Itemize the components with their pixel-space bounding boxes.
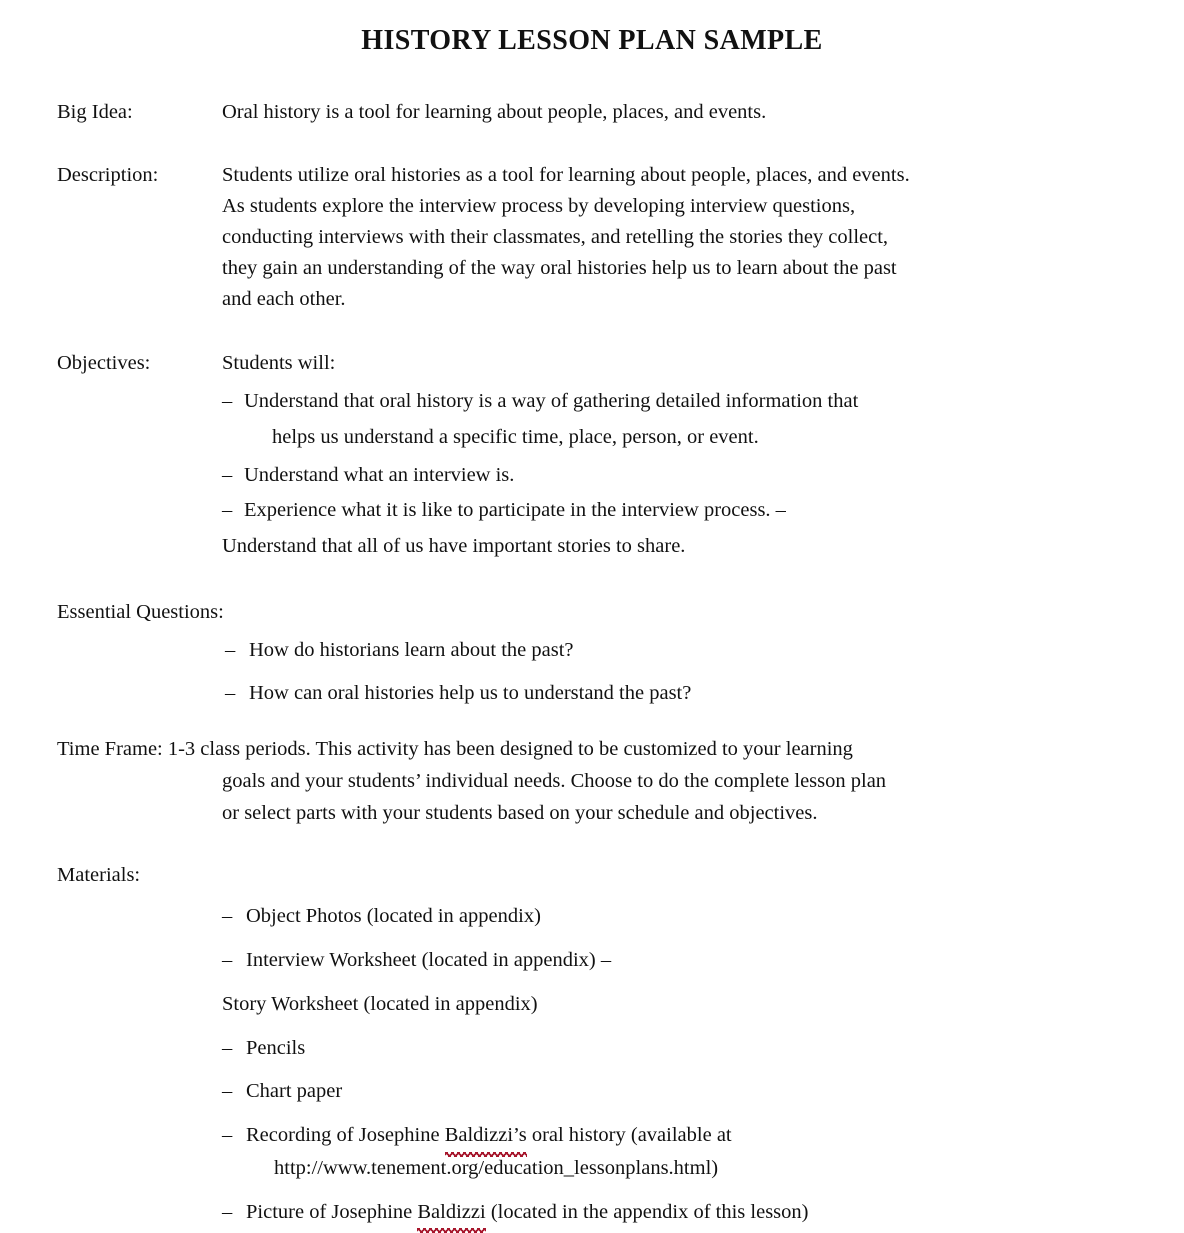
description-line: conducting interviews with their classmates, and retelling the stories they collect, [222, 225, 889, 248]
misspelled-word: Baldizzi [417, 1197, 485, 1230]
description-line: Students utilize oral histories as a tool for learning about people, places, and events. [222, 163, 910, 186]
page-title: HISTORY LESSON PLAN SAMPLE [361, 25, 823, 56]
bullet-dash-icon: – [222, 1124, 233, 1147]
bullet-dash-icon: – [222, 499, 233, 522]
bullet-dash-icon: – [222, 949, 233, 972]
bullet-dash-icon: – [222, 463, 233, 486]
section-objectives [0, 348, 1184, 563]
recording-prefix: Recording of Josephine [246, 1124, 445, 1147]
objectives-body [222, 348, 1124, 563]
bullet-dash-icon: – [225, 638, 236, 661]
list-item [222, 989, 1184, 1021]
list-item-picture [222, 1197, 1184, 1230]
section-materials [0, 860, 1184, 1230]
list-item-label: Interview Worksheet (located in appendix) – [246, 949, 612, 972]
objectives-item4: Understand that all of us have important stories to share. [222, 535, 686, 558]
bullet-dash-icon: – [222, 1036, 233, 1059]
essential-questions-heading: Essential Questions: [57, 600, 224, 623]
section-description [0, 160, 1184, 316]
list-item [222, 901, 1184, 933]
description-text [222, 160, 1124, 316]
list-item-label: Understand what an interview is. [244, 463, 515, 486]
misspelled-word: Baldizzi’s [445, 1120, 527, 1153]
list-item [222, 1076, 1184, 1108]
list-item [222, 460, 1124, 492]
description-line: As students explore the interview process by developing interview questions, [222, 194, 856, 217]
objectives-list-2 [222, 460, 1124, 528]
big-idea-text: Oral history is a tool for learning about people, places, and events. [222, 100, 767, 123]
time-frame-line: or select parts with your students based on your schedule and objectives. [222, 801, 818, 824]
time-frame-line: Time Frame: 1-3 class periods. This activity has been designed to be customized to your learning [57, 738, 853, 761]
list-item [225, 678, 1184, 710]
picture-suffix: (located in the appendix of this lesson) [485, 1200, 809, 1223]
materials-list [57, 901, 1184, 1229]
bullet-dash-icon: – [222, 390, 233, 413]
list-item [222, 386, 1124, 418]
bullet-dash-icon: – [222, 905, 233, 928]
list-item-label: Chart paper [246, 1080, 343, 1103]
bullet-dash-icon: – [225, 682, 236, 705]
section-big-idea [0, 97, 1184, 129]
time-frame-line: goals and your students’ individual needs. Choose to do the complete lesson plan [222, 770, 887, 792]
list-item [222, 945, 1184, 977]
description-line: and each other. [222, 288, 346, 311]
materials-heading: Materials: [57, 863, 141, 886]
list-item-label: Experience what it is like to participate in the interview process. – [244, 499, 786, 522]
picture-prefix: Picture of Josephine [246, 1200, 418, 1223]
list-item-label: How can oral histories help us to understand the past? [249, 682, 692, 705]
recording-suffix: oral history (available at [526, 1124, 732, 1147]
list-item [225, 635, 1184, 667]
objectives-label: Objectives: [57, 352, 151, 375]
list-item-label: Understand that oral history is a way of gathering detailed information that [244, 390, 859, 413]
list-item-label: Pencils [246, 1036, 306, 1059]
recording-url[interactable]: http://www.tenement.org/education_lessonplans.html) [274, 1156, 719, 1179]
document-page [0, 25, 1184, 1223]
bullet-dash-icon: – [222, 1080, 233, 1103]
description-label: Description: [57, 163, 159, 186]
section-time-frame [0, 734, 1184, 829]
list-item [222, 1033, 1184, 1065]
list-item-label: Object Photos (located in appendix) [246, 905, 541, 928]
list-item [222, 495, 1124, 527]
objectives-list [222, 386, 1124, 418]
list-item-label: Story Worksheet (located in appendix) [222, 992, 538, 1015]
big-idea-label: Big Idea: [57, 100, 133, 123]
section-essential-questions [0, 597, 1184, 710]
objectives-item1-continuation: helps us understand a specific time, place, person, or event. [272, 425, 759, 448]
description-line: they gain an understanding of the way oral histories help us to learn about the past [222, 257, 897, 280]
essential-questions-list [57, 635, 1184, 711]
objectives-lead: Students will: [222, 352, 336, 375]
list-item-label: How do historians learn about the past? [249, 638, 574, 661]
list-item-recording [222, 1120, 1184, 1185]
bullet-dash-icon: – [222, 1200, 233, 1223]
